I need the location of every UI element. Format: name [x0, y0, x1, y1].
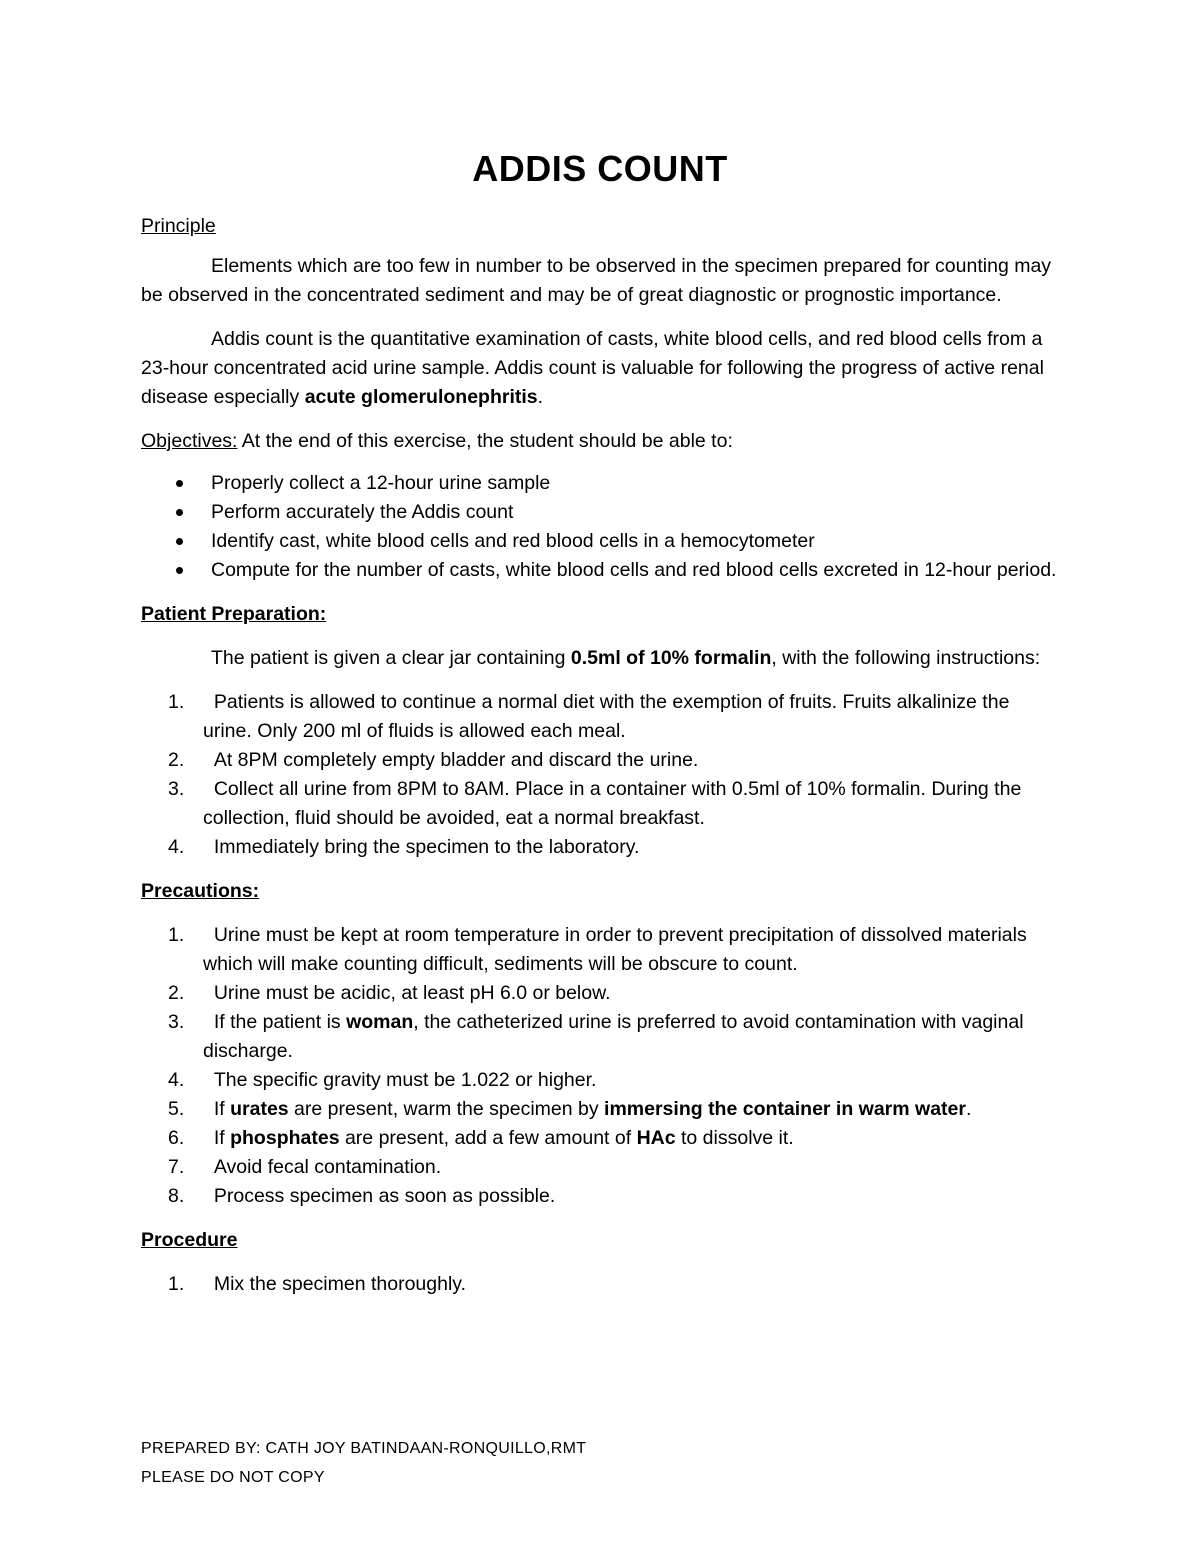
item-number: 3. — [168, 1011, 185, 1033]
footer-prepared-by: PREPARED BY: CATH JOY BATINDAAN-RONQUILLO,RMT — [141, 1440, 587, 1457]
item-number: 1. — [168, 691, 185, 713]
list-item — [141, 746, 1061, 775]
item-text: Urine must be acidic, at least pH 6.0 or below. — [213, 982, 611, 1004]
list-item — [141, 1153, 1061, 1182]
list-item — [141, 921, 1061, 979]
page-title: ADDIS COUNT — [472, 148, 728, 189]
item-number: 1. — [168, 1273, 185, 1295]
item-text: At 8PM completely empty bladder and discard the urine. — [213, 749, 699, 771]
patient-prep-list — [141, 688, 1061, 862]
document-body — [141, 212, 1061, 1314]
procedure-heading-text: Procedure — [141, 1229, 238, 1251]
item-text: Urine must be kept at room temperature in order to prevent precipitation of dissolved materials which will make counting difficult, sediments will be obscure to count. — [203, 924, 1027, 975]
principle-paragraph-1: Elements which are too few in number to be observed in the specimen prepared for counting may be observed in the concentrated sediment and may be of great diagnostic or prognostic importance. — [141, 255, 1052, 306]
item-text: are present, add a few amount of — [339, 1127, 637, 1149]
procedure-list — [141, 1270, 1061, 1299]
list-item: Compute for the number of casts, white blood cells and red blood cells excreted in 12-hour period. — [141, 556, 1061, 585]
item-number: 8. — [168, 1185, 185, 1207]
list-item — [141, 1066, 1061, 1095]
patient-prep-emphasis: 0.5ml of 10% formalin — [570, 647, 772, 669]
item-text: Immediately bring the specimen to the laboratory. — [213, 836, 640, 858]
list-item — [141, 688, 1061, 746]
item-text: Avoid fecal contamination. — [213, 1156, 442, 1178]
item-emphasis: woman — [346, 1011, 414, 1033]
list-item: Properly collect a 12-hour urine sample — [141, 469, 1061, 498]
list-item — [141, 775, 1061, 833]
objectives-line — [141, 427, 1061, 456]
list-item — [141, 1008, 1061, 1066]
item-number: 7. — [168, 1156, 185, 1178]
item-number: 2. — [168, 982, 185, 1004]
footer-copy-notice: PLEASE DO NOT COPY — [141, 1469, 325, 1486]
principle-heading — [141, 212, 1061, 241]
item-number: 3. — [168, 778, 185, 800]
item-text: are present, warm the specimen by — [288, 1098, 605, 1120]
precautions-heading-text: Precautions: — [141, 880, 260, 902]
item-number: 4. — [168, 836, 185, 858]
patient-prep-heading — [141, 600, 1061, 629]
list-item — [141, 1270, 1061, 1299]
item-text: Mix the specimen thoroughly. — [213, 1273, 467, 1295]
principle-heading-text: Principle — [141, 215, 216, 237]
item-text: Patients is allowed to continue a normal diet with the exemption of fruits. Fruits alkalinize the urine. Only 200 ml of fluids is allowed each meal. — [203, 691, 1010, 742]
item-emphasis: immersing the container in warm water — [604, 1098, 966, 1120]
list-item — [141, 1095, 1061, 1124]
list-item — [141, 1182, 1061, 1211]
objectives-list — [141, 469, 1061, 585]
item-text: If — [213, 1098, 231, 1120]
item-number: 1. — [168, 924, 185, 946]
item-text: The specific gravity must be 1.022 or higher. — [213, 1069, 597, 1091]
precautions-heading — [141, 877, 1061, 906]
item-text: Collect all urine from 8PM to 8AM. Place in a container with 0.5ml of 10% formalin. During the collection, fluid should be avoided, eat a normal breakfast. — [203, 778, 1022, 829]
list-item — [141, 833, 1061, 862]
item-emphasis: HAc — [636, 1127, 676, 1149]
item-text: . — [965, 1098, 972, 1120]
item-number: 6. — [168, 1127, 185, 1149]
item-number: 5. — [168, 1098, 185, 1120]
list-item: Identify cast, white blood cells and red blood cells in a hemocytometer — [141, 527, 1061, 556]
patient-prep-intro — [141, 644, 1061, 673]
precautions-list — [141, 921, 1061, 1211]
item-text: to dissolve it. — [675, 1127, 794, 1149]
objectives-intro: At the end of this exercise, the student should be able to: — [237, 430, 733, 452]
item-text: If — [213, 1127, 231, 1149]
item-number: 2. — [168, 749, 185, 771]
list-item — [141, 1124, 1061, 1153]
footer — [141, 1434, 586, 1492]
item-text: , the catheterized urine is preferred to avoid contamination with vaginal discharge. — [203, 1011, 1024, 1062]
item-number: 4. — [168, 1069, 185, 1091]
patient-prep-intro-text: The patient is given a clear jar containing — [211, 647, 571, 669]
item-text: Process specimen as soon as possible. — [213, 1185, 556, 1207]
principle-paragraph-2 — [141, 325, 1061, 412]
procedure-heading — [141, 1226, 1061, 1255]
principle-paragraph-2-end: . — [537, 386, 544, 408]
list-item: Perform accurately the Addis count — [141, 498, 1061, 527]
item-emphasis: urates — [230, 1098, 289, 1120]
list-item — [141, 979, 1061, 1008]
principle-paragraph-2-text: Addis count is the quantitative examination of casts, white blood cells, and red blood cells from a 23-hour concentrated acid urine sample. Addis count is valuable for following the progress of active renal disease especially — [141, 328, 1044, 408]
item-emphasis: phosphates — [230, 1127, 340, 1149]
patient-prep-intro-end: , with the following instructions: — [771, 647, 1041, 669]
principle-emphasis: acute glomerulonephritis — [304, 386, 538, 408]
objectives-heading: Objectives: — [141, 430, 238, 452]
patient-prep-heading-text: Patient Preparation: — [141, 603, 327, 625]
item-text: If the patient is — [213, 1011, 347, 1033]
